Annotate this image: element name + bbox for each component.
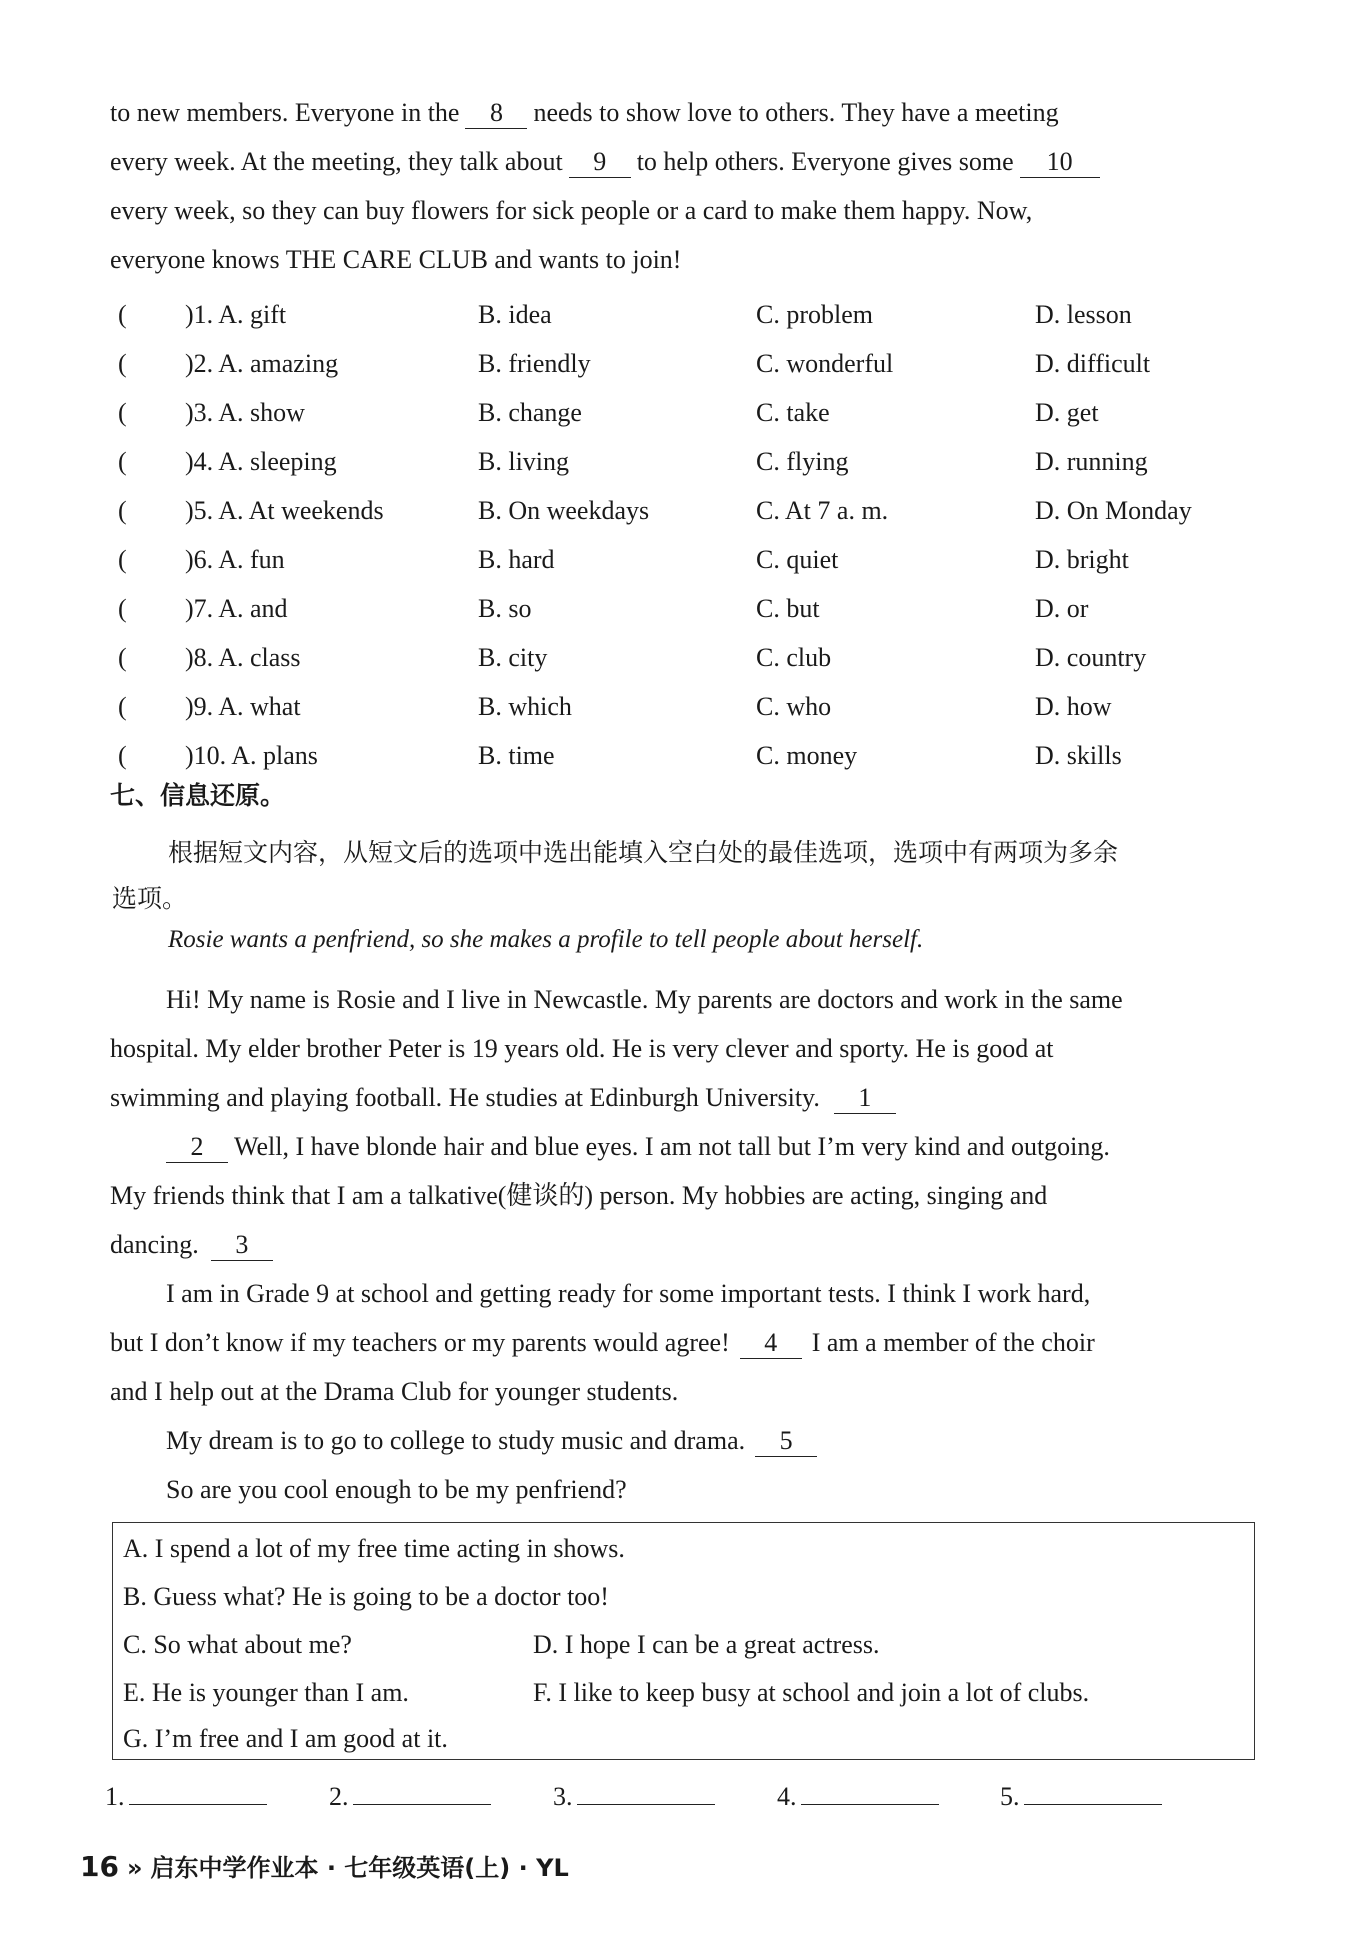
passage-line: swimming and playing football. He studies at Edinburgh University. 1 bbox=[110, 1073, 1270, 1122]
cloze-line-1: to new members. Everyone in the 8 needs to show love to others. They have a meeting bbox=[110, 98, 1059, 127]
answer-5[interactable]: 5. bbox=[1000, 1780, 1162, 1812]
choice-g: G. I’m free and I am good at it. bbox=[123, 1724, 448, 1753]
passage-line: I am in Grade 9 at school and getting ready for some important tests. I think I work hard, bbox=[166, 1279, 1091, 1308]
choice-b: B. Guess what? He is going to be a doctor too! bbox=[123, 1582, 609, 1611]
page-footer bbox=[80, 1848, 569, 1883]
passage-line: Hi! My name is Rosie and I live in Newcastle. My parents are doctors and work in the same bbox=[166, 985, 1123, 1014]
passage-line: but I don’t know if my teachers or my parents would agree! 4 I am a member of the choir bbox=[110, 1328, 1095, 1357]
double-chevron-icon: » bbox=[126, 1854, 143, 1882]
option-row-6[interactable]: ( )6. A. fun B. hard C. quiet D. bright bbox=[118, 545, 1129, 574]
cloze-line-3: every week, so they can buy flowers for sick people or a card to make them happy. Now, bbox=[110, 196, 1033, 225]
answer-1[interactable]: 1. bbox=[105, 1780, 267, 1812]
answer-line bbox=[105, 1780, 1205, 1824]
choice-c: C. So what about me? bbox=[123, 1630, 352, 1659]
option-row-5[interactable]: ( )5. A. At weekends B. On weekdays C. At 7 a. m. D. On Monday bbox=[118, 496, 1192, 525]
section-title: 七、信息还原。 bbox=[110, 781, 286, 810]
blank-5[interactable]: 5 bbox=[755, 1426, 817, 1457]
choice-d: D. I hope I can be a great actress. bbox=[533, 1630, 880, 1659]
option-row-9[interactable]: ( )9. A. what B. which C. who D. how bbox=[118, 692, 1112, 721]
choice-f: F. I like to keep busy at school and join a lot of clubs. bbox=[533, 1678, 1090, 1707]
choice-a: A. I spend a lot of my free time acting in shows. bbox=[123, 1534, 625, 1563]
section-instructions: 根据短文内容，从短文后的选项中选出能填入空白处的最佳选项，选项中有两项为多余 选项。 bbox=[112, 838, 1119, 913]
blank-2[interactable]: 2 bbox=[166, 1132, 228, 1163]
book-title: 启东中学作业本 · 七年级英语(上) · YL bbox=[150, 1854, 569, 1882]
option-row-3[interactable]: ( )3. A. show B. change C. take D. get bbox=[118, 398, 1099, 427]
cloze-line-2: every week. At the meeting, they talk about 9 to help others. Everyone gives some 10 bbox=[110, 137, 1268, 186]
blank-3[interactable]: 3 bbox=[211, 1230, 273, 1261]
blank-9[interactable]: 9 bbox=[569, 147, 631, 178]
blank-4[interactable]: 4 bbox=[740, 1328, 802, 1359]
option-row-7[interactable]: ( )7. A. and B. so C. but D. or bbox=[118, 594, 1089, 623]
option-row-4[interactable]: ( )4. A. sleeping B. living C. flying D. running bbox=[118, 447, 1148, 476]
passage-line: 2 Well, I have blonde hair and blue eyes. I am not tall but I’m very kind and outgoing. bbox=[110, 1122, 1270, 1171]
passage-line: My friends think that I am a talkative(健谈的) person. My hobbies are acting, singing and bbox=[110, 1181, 1048, 1210]
reading-passage bbox=[110, 975, 1270, 1514]
passage-line: dancing. 3 bbox=[110, 1220, 1270, 1269]
blank-8[interactable]: 8 bbox=[465, 98, 527, 129]
passage-line: hospital. My elder brother Peter is 19 years old. He is very clever and sporty. He is good at bbox=[110, 1034, 1054, 1063]
choice-e: E. He is younger than I am. bbox=[123, 1678, 409, 1707]
cloze-passage-tail bbox=[110, 88, 1268, 284]
option-row-1[interactable]: ( )1. A. gift B. idea C. problem D. lesson bbox=[118, 300, 1132, 329]
choices-box bbox=[112, 1522, 1255, 1760]
cloze-line-4: everyone knows THE CARE CLUB and wants to join! bbox=[110, 245, 682, 274]
cloze-options bbox=[110, 290, 1270, 780]
passage-line: and I help out at the Drama Club for younger students. bbox=[110, 1377, 679, 1406]
option-row-10[interactable]: ( )10. A. plans B. time C. money D. skills bbox=[118, 741, 1122, 770]
blank-10[interactable]: 10 bbox=[1020, 147, 1100, 178]
blank-1[interactable]: 1 bbox=[834, 1083, 896, 1114]
answer-3[interactable]: 3. bbox=[553, 1780, 715, 1812]
option-row-2[interactable]: ( )2. A. amazing B. friendly C. wonderful D. difficult bbox=[118, 349, 1151, 378]
answer-4[interactable]: 4. bbox=[777, 1780, 939, 1812]
option-row-8[interactable]: ( )8. A. class B. city C. club D. country bbox=[118, 643, 1147, 672]
answer-2[interactable]: 2. bbox=[329, 1780, 491, 1812]
passage-line: So are you cool enough to be my penfriend? bbox=[166, 1475, 627, 1504]
passage-line: My dream is to go to college to study music and drama. 5 bbox=[110, 1416, 1270, 1465]
page-number: 16 bbox=[80, 1850, 119, 1883]
passage-intro: Rosie wants a penfriend, so she makes a profile to tell people about herself. bbox=[168, 926, 924, 953]
